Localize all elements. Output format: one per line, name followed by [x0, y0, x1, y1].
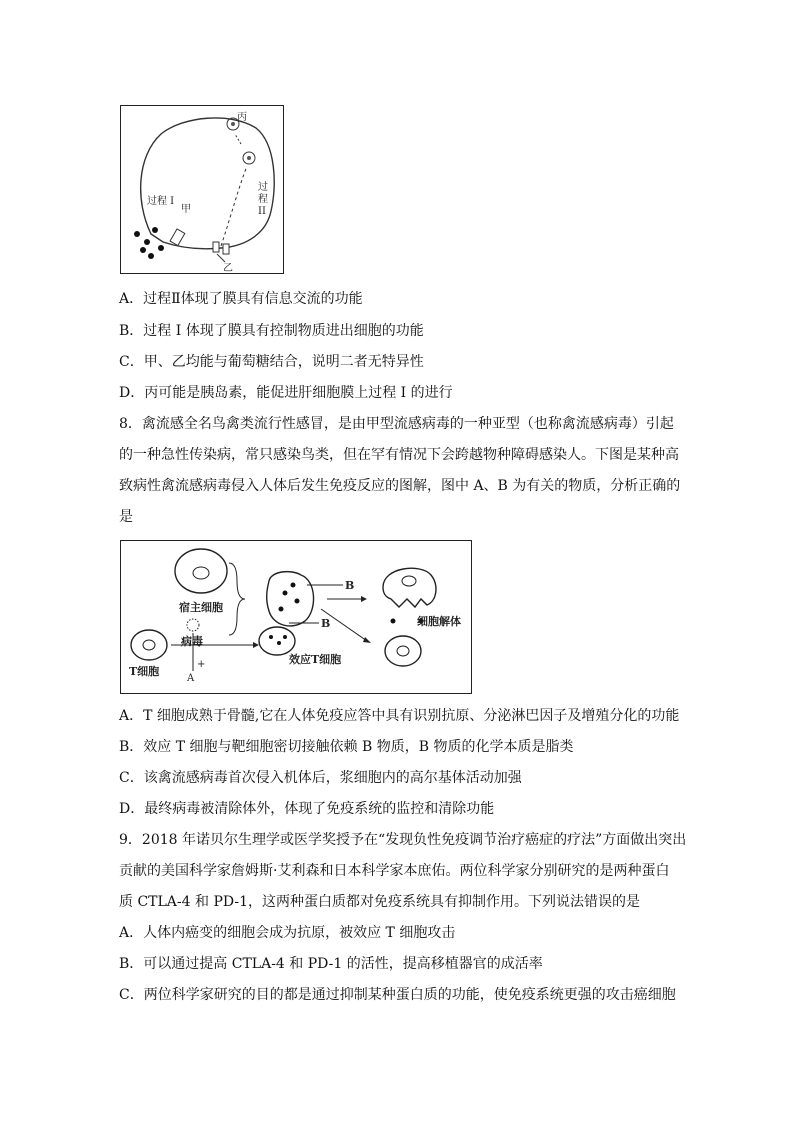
- q8-option-d: D．最终病毒被清除体外，体现了免疫系统的监控和清除功能: [119, 801, 495, 817]
- q9-stem-line2: 贡献的美国科学家詹姆斯·艾利森和日本科学家本庶佑。两位科学家分别研究的是两种蛋白: [119, 863, 670, 879]
- cell-membrane: [141, 118, 275, 249]
- q9-option-a: A．人体内癌变的细胞会成为抗原，被效应 T 细胞攻击: [119, 925, 456, 941]
- q8-stem-line3: 致病性禽流感病毒侵入人体后发生免疫反应的图解，图中 A、B 为有关的物质，分析正确的: [119, 478, 681, 494]
- carrier-jia: [170, 229, 185, 246]
- label-process2-c: II: [258, 206, 266, 217]
- label-effector-t: 效应T细胞: [289, 653, 342, 666]
- label-process2-a: 过: [258, 182, 268, 193]
- q8-stem-line1: 8．禽流感全名鸟禽类流行性感冒，是由甲型流感病毒的一种亚型（也称禽流感病毒）引起: [119, 416, 674, 432]
- process2-arrow: [221, 166, 247, 246]
- q8-option-b: B．效应 T 细胞与靶细胞密切接触依赖 B 物质，B 物质的化学本质是脂类: [119, 739, 574, 755]
- host-cell: [175, 549, 227, 593]
- label-process1: 过程 I: [147, 196, 175, 207]
- q9-option-b: B．可以通过提高 CTLA-4 和 PD-1 的活性，提高移植器官的成活率: [119, 956, 543, 972]
- effector-t-cell: [259, 627, 295, 655]
- label-jia: 甲: [181, 204, 191, 215]
- label-virus: 病毒: [181, 635, 203, 648]
- label-a: A: [187, 673, 195, 684]
- q9-option-c: C．两位科学家研究的目的都是通过抑制某种蛋白质的功能，使免疫系统更强的攻击癌细胞: [119, 987, 676, 1003]
- label-bing: 丙: [237, 112, 247, 123]
- label-host-cell: 宿主细胞: [179, 601, 223, 614]
- brace: [229, 563, 245, 635]
- immune-diagram: [121, 541, 471, 693]
- q7-option-b: B．过程 I 体现了膜具有控制物质进出细胞的功能: [119, 323, 424, 339]
- q8-option-c: C．该禽流感病毒首次侵入机体后，浆细胞内的高尔基体活动加强: [119, 770, 522, 786]
- membrane-diagram: [121, 106, 283, 273]
- label-plus: +: [197, 659, 206, 670]
- label-b1: B: [345, 579, 355, 592]
- figure-immune-response: [120, 540, 472, 694]
- label-cell-lysis: 细胞解体: [417, 615, 461, 628]
- label-process2-b: 程: [258, 194, 268, 205]
- label-yi: 乙: [223, 263, 233, 273]
- q9-stem-line3: 质 CTLA-4 和 PD-1，这两种蛋白质都对免疫系统具有抑制作用。下列说法错误的是: [119, 894, 640, 910]
- label-b2: B: [321, 617, 331, 630]
- t-cell: [131, 630, 167, 660]
- infected-cell: [267, 572, 314, 626]
- virus-icon: [187, 619, 199, 631]
- q7-option-d: D．丙可能是胰岛素，能促进肝细胞膜上过程 I 的进行: [119, 385, 453, 401]
- target-cell: [385, 636, 421, 666]
- receptor-yi: [217, 254, 225, 262]
- lysed-cell: [383, 568, 436, 607]
- q8-option-a: A．T 细胞成熟于骨髓,它在人体免疫应答中具有识别抗原、分泌淋巴因子及增殖分化的功能: [119, 708, 680, 724]
- figure-membrane-processes: [120, 105, 284, 274]
- q8-stem-line2: 的一种急性传染病，常只感染鸟类，但在罕有情况下会跨越物种障碍感染人。下图是某种高: [119, 447, 679, 463]
- glucose-dot: [134, 231, 140, 237]
- label-t-cell: T细胞: [129, 665, 160, 678]
- q9-stem-line1: 9．2018 年诺贝尔生理学或医学奖授予在“发现负性免疫调节治疗癌症的疗法”方面做出突出: [119, 832, 687, 848]
- q8-stem-line4: 是: [119, 509, 133, 525]
- q7-option-a: A．过程Ⅱ体现了膜具有信息交流的功能: [119, 291, 363, 307]
- q7-option-c: C．甲、乙均能与葡萄糖结合，说明二者无特异性: [119, 354, 424, 370]
